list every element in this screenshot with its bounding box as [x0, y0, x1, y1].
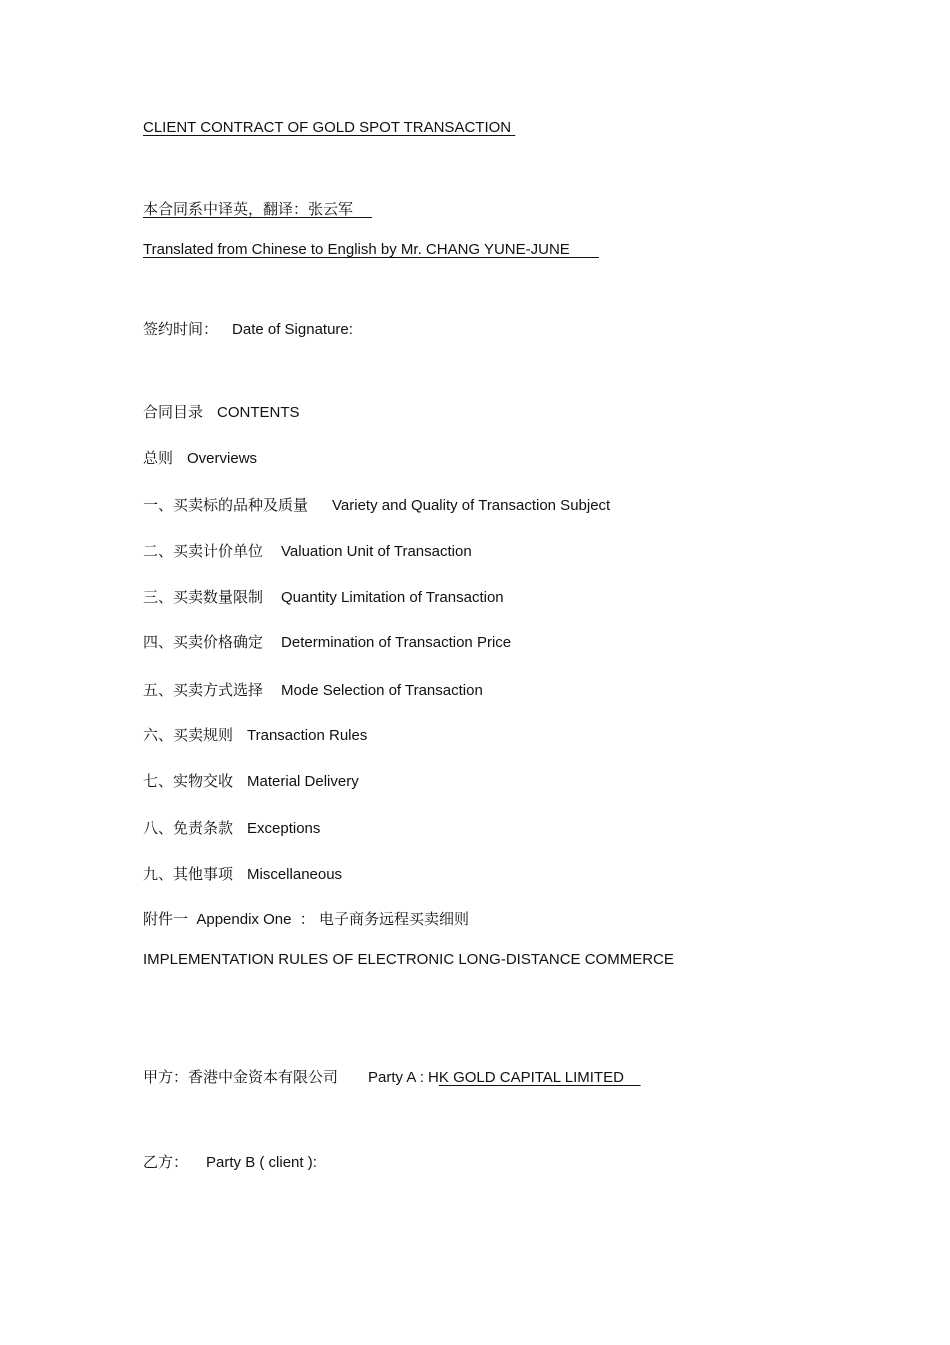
- toc-item: 八、免责条款 Exceptions: [143, 819, 321, 837]
- toc-item: 九、其他事项 Miscellaneous: [143, 865, 343, 883]
- translation-note-en: Translated from Chinese to English by Mr. CHANG YUNE-JUNE: [143, 241, 570, 258]
- toc-overviews: 总则 Overviews: [143, 449, 258, 467]
- party-a-line: [143, 1068, 641, 1087]
- signature-date-zh: 签约时间：: [143, 320, 219, 338]
- appendix-line: 附件一 Appendix One ： 电子商务远程买卖细则: [143, 910, 469, 928]
- party-a-label: Party A : H: [368, 1069, 439, 1086]
- document-title: CLIENT CONTRACT OF GOLD SPOT TRANSACTION: [143, 119, 512, 136]
- toc-item: 七、实物交收 Material Delivery: [143, 772, 359, 790]
- contents-heading: 合同目录 CONTENTS: [143, 403, 300, 421]
- toc-item: 六、买卖规则 Transaction Rules: [143, 726, 368, 744]
- appendix-title-en: IMPLEMENTATION RULES OF ELECTRONIC LONG-DISTANCE COMMERCE: [143, 951, 674, 968]
- party-b-en: Party B ( client ):: [206, 1154, 317, 1171]
- signature-date-line: [143, 320, 353, 339]
- translation-note-zh: 本合同系中译英，翻译：张云军: [143, 200, 354, 218]
- party-b-zh: 乙方：: [143, 1153, 189, 1171]
- party-b-line: [143, 1153, 317, 1172]
- signature-date-en: Date of Signature:: [232, 321, 353, 338]
- toc-item: 二、买卖计价单位 Valuation Unit of Transaction: [143, 542, 472, 560]
- toc-item: 四、买卖价格确定 Determination of Transaction Price: [143, 633, 512, 651]
- toc-item: 五、买卖方式选择 Mode Selection of Transaction: [143, 681, 483, 699]
- party-a-zh: 甲方：香港中金资本有限公司: [143, 1068, 339, 1086]
- toc-item: 一、买卖标的品种及质量 Variety and Quality of Transaction Subject: [143, 496, 611, 514]
- toc-item: 三、买卖数量限制 Quantity Limitation of Transaction: [143, 588, 504, 606]
- party-a-name: K GOLD CAPITAL LIMITED: [438, 1069, 624, 1086]
